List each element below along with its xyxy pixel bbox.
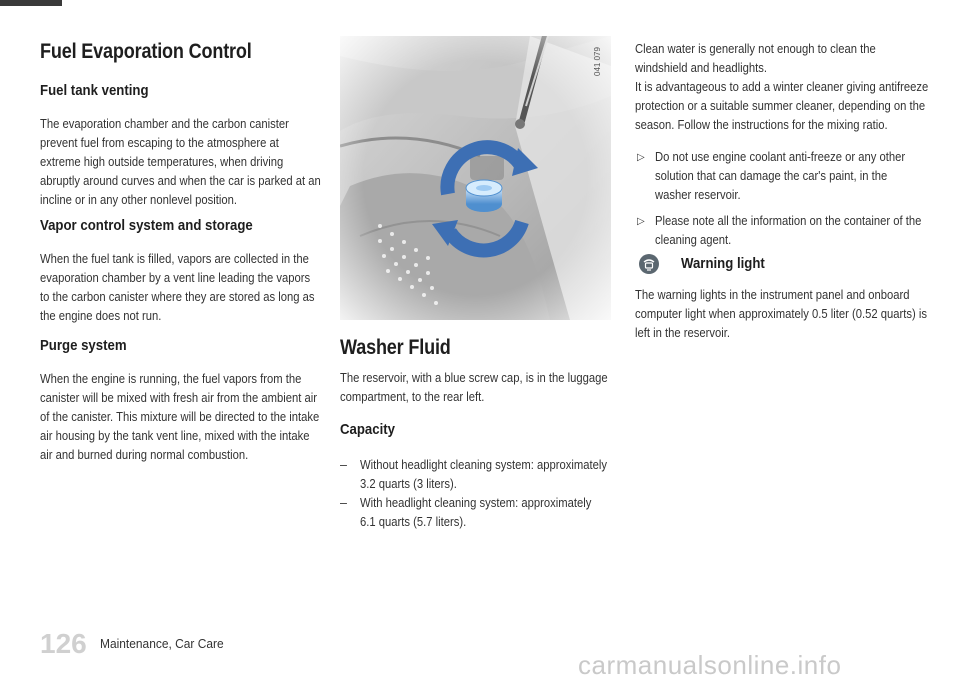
capacity-item-text: Without headlight cleaning system: approximately 3.2 quarts (3 liters). (360, 458, 608, 491)
washer-warning-icon (639, 254, 659, 279)
section-heading-fuel-tank-venting: Fuel tank venting (40, 82, 149, 99)
note-text: Do not use engine coolant anti-freeze or any other solution that can damage the car's paint, in the washer reservoir. (655, 150, 906, 202)
warning-light-heading: Warning light (681, 255, 765, 272)
dash-marker: – (340, 458, 347, 472)
section-text-fuel-tank-venting: The evaporation chamber and the carbon canister prevent fuel from escaping to the atmosphere at extreme high outside temperatures, when driving abruptly around curves and when the car is parked at an incline or in any other nonlevel position. (40, 117, 321, 207)
washer-fluid-title: Washer Fluid (340, 336, 451, 359)
warning-light-text: The warning lights in the instrument panel and onboard computer light when approximately 0.5 liter (0.52 quarts) is left in the reservoir. (635, 288, 928, 340)
triangle-marker: ▷ (637, 216, 645, 227)
section-heading-purge-system: Purge system (40, 337, 127, 354)
capacity-heading: Capacity (340, 421, 396, 438)
winter-cleaner-text: It is advantageous to add a winter cleaner giving antifreeze protection or a suitable summer cleaner, depending on the season. Follow the instructions for the mixing ratio. (635, 80, 929, 132)
capacity-item-with-cleaning (340, 494, 612, 534)
section-text-purge-system: When the engine is running, the fuel vapors from the canister will be mixed with fresh air from the ambient air of the canister. This mixture will be directed to the intake air housing by the tank vent line, mixed with the intake air and burned during normal combustion. (40, 372, 320, 462)
page-number: 126 (40, 628, 87, 659)
page-title: Fuel Evaporation Control (40, 40, 252, 63)
section-text-vapor-control: When the fuel tank is filled, vapors are collected in the evaporation chamber by a vent line leading the vapors to the carbon canister where they are stored as long as the engine does not run. (40, 252, 315, 323)
washer-reservoir-illustration (340, 36, 611, 320)
clean-water-text: Clean water is generally not enough to clean the windshield and headlights. (635, 42, 876, 75)
note-engine-coolant (635, 148, 931, 208)
washer-reservoir-figure (340, 36, 611, 320)
section-heading-vapor-control: Vapor control system and storage (40, 217, 253, 234)
washer-fluid-intro: The reservoir, with a blue screw cap, is in the luggage compartment, to the rear left. (340, 371, 608, 404)
footer-section-name: Maintenance, Car Care (100, 636, 224, 651)
note-cleaning-agent (635, 212, 931, 252)
capacity-item-without-cleaning (340, 456, 612, 496)
watermark: carmanualsonline.info (578, 650, 842, 680)
top-corner-bar (0, 0, 62, 6)
dash-marker: – (340, 496, 347, 510)
capacity-item-text: With headlight cleaning system: approximately 6.1 quarts (5.7 liters). (360, 496, 592, 529)
triangle-marker: ▷ (637, 152, 645, 163)
note-text: Please note all the information on the container of the cleaning agent. (655, 214, 922, 247)
figure-code: 041 079 (593, 47, 602, 76)
